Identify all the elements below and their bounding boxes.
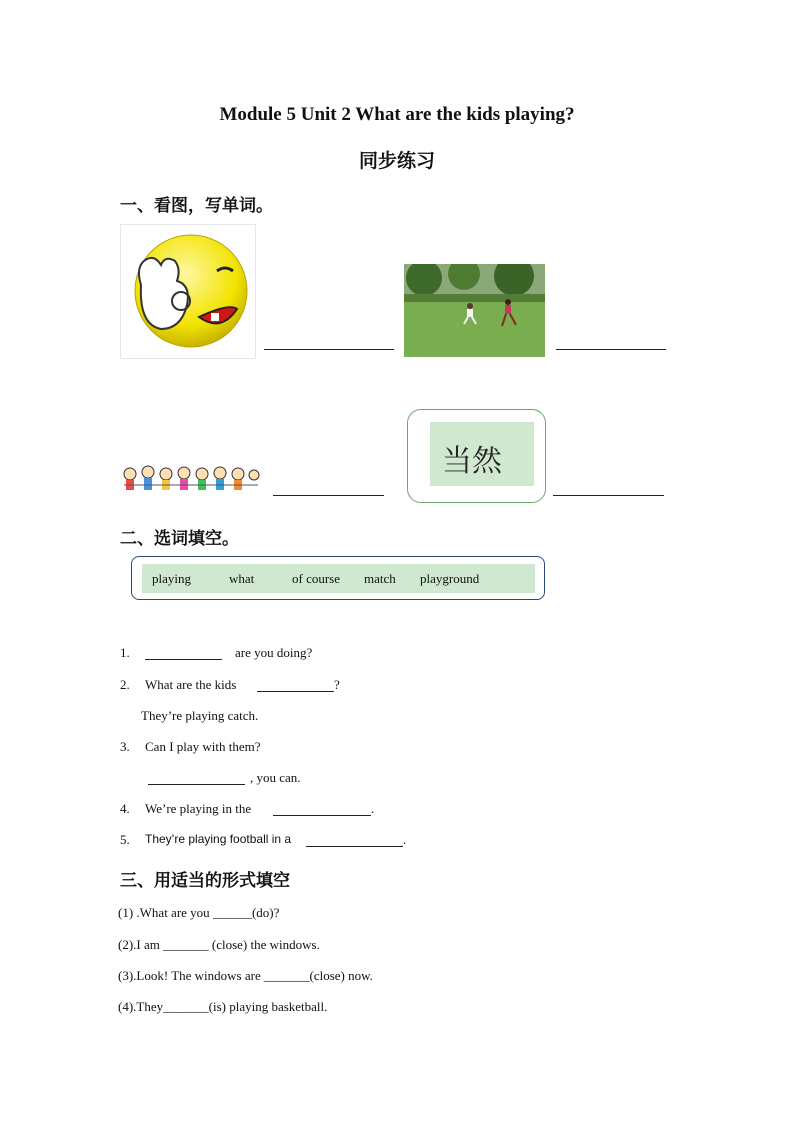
fill-item-hint: (do)?: [251, 905, 280, 920]
word-bank-item: playing: [152, 571, 191, 586]
of-course-card-inner: [430, 422, 534, 486]
word-bank-item: what: [229, 571, 255, 586]
question-answer: , you can.: [250, 770, 301, 785]
answer-blank-1[interactable]: [264, 349, 394, 350]
question-blank[interactable]: [145, 659, 222, 660]
answer-blank-2[interactable]: [556, 349, 666, 350]
question-tail: ?: [334, 677, 340, 692]
of-course-card: [407, 409, 546, 503]
fill-item-2: [118, 937, 320, 953]
kids-holding-hands-icon: [120, 465, 260, 500]
kids-row-image: [120, 465, 260, 500]
question-blank[interactable]: [148, 784, 245, 785]
fill-item-4: [118, 999, 327, 1015]
word-bank: [131, 556, 545, 600]
fill-item-prefix: (3).Look! The windows are: [118, 968, 261, 983]
fill-item-prefix: (1) .What are you: [118, 905, 210, 920]
word-bank-item: of course: [292, 571, 341, 586]
question-blank[interactable]: [273, 815, 371, 816]
question-number: 5.: [120, 832, 130, 847]
question-number: 2.: [120, 677, 130, 692]
fill-item-hint: (close) the windows.: [211, 937, 320, 952]
answer-blank-3[interactable]: [273, 495, 384, 496]
question-text: are you doing?: [235, 645, 313, 660]
word-bank-item: playground: [420, 571, 480, 586]
section1-heading: 一、看图，写单词。: [120, 196, 273, 216]
question-number: 1.: [120, 645, 130, 660]
section3-heading: 三、用适当的形式填空: [120, 871, 290, 891]
kids-running-icon: [404, 264, 545, 357]
word-bank-band: [142, 564, 535, 593]
of-course-card-text: 当然: [442, 444, 502, 479]
question-text: They’re playing football in a: [145, 832, 292, 846]
question-number: 3.: [120, 739, 130, 754]
section2-heading: 二、选词填空。: [120, 529, 239, 549]
question-text: What are the kids: [145, 677, 237, 692]
answer-blank-4[interactable]: [553, 495, 664, 496]
fill-item-prefix: (2).I am: [118, 937, 160, 952]
fill-item-1: [118, 905, 279, 921]
page-title: Module 5 Unit 2 What are the kids playing?: [219, 104, 575, 125]
fill-item-prefix: (4).They: [118, 999, 164, 1014]
fill-item-blank[interactable]: _______: [163, 937, 209, 952]
fill-item-blank[interactable]: _______: [163, 999, 209, 1014]
fill-item-3: [118, 968, 373, 984]
question-blank[interactable]: [306, 846, 403, 847]
fill-item-hint: (is) playing basketball.: [208, 999, 328, 1014]
page-subtitle: 同步练习: [358, 150, 435, 172]
ok-emoji-icon: [121, 225, 255, 358]
ok-emoji-image: [120, 224, 256, 359]
park-photo: [404, 264, 545, 357]
fill-item-blank[interactable]: ______: [212, 905, 252, 920]
question-text: We’re playing in the: [145, 801, 252, 816]
fill-item-blank[interactable]: _______: [263, 968, 310, 983]
question-text: Can I play with them?: [145, 739, 261, 754]
word-bank-item: match: [364, 571, 396, 586]
question-blank[interactable]: [257, 691, 334, 692]
fill-item-hint: (close) now.: [309, 968, 373, 983]
question-answer: They’re playing catch.: [141, 708, 259, 723]
question-number: 4.: [120, 801, 130, 816]
question-tail: .: [403, 832, 407, 847]
question-tail: .: [371, 801, 375, 816]
